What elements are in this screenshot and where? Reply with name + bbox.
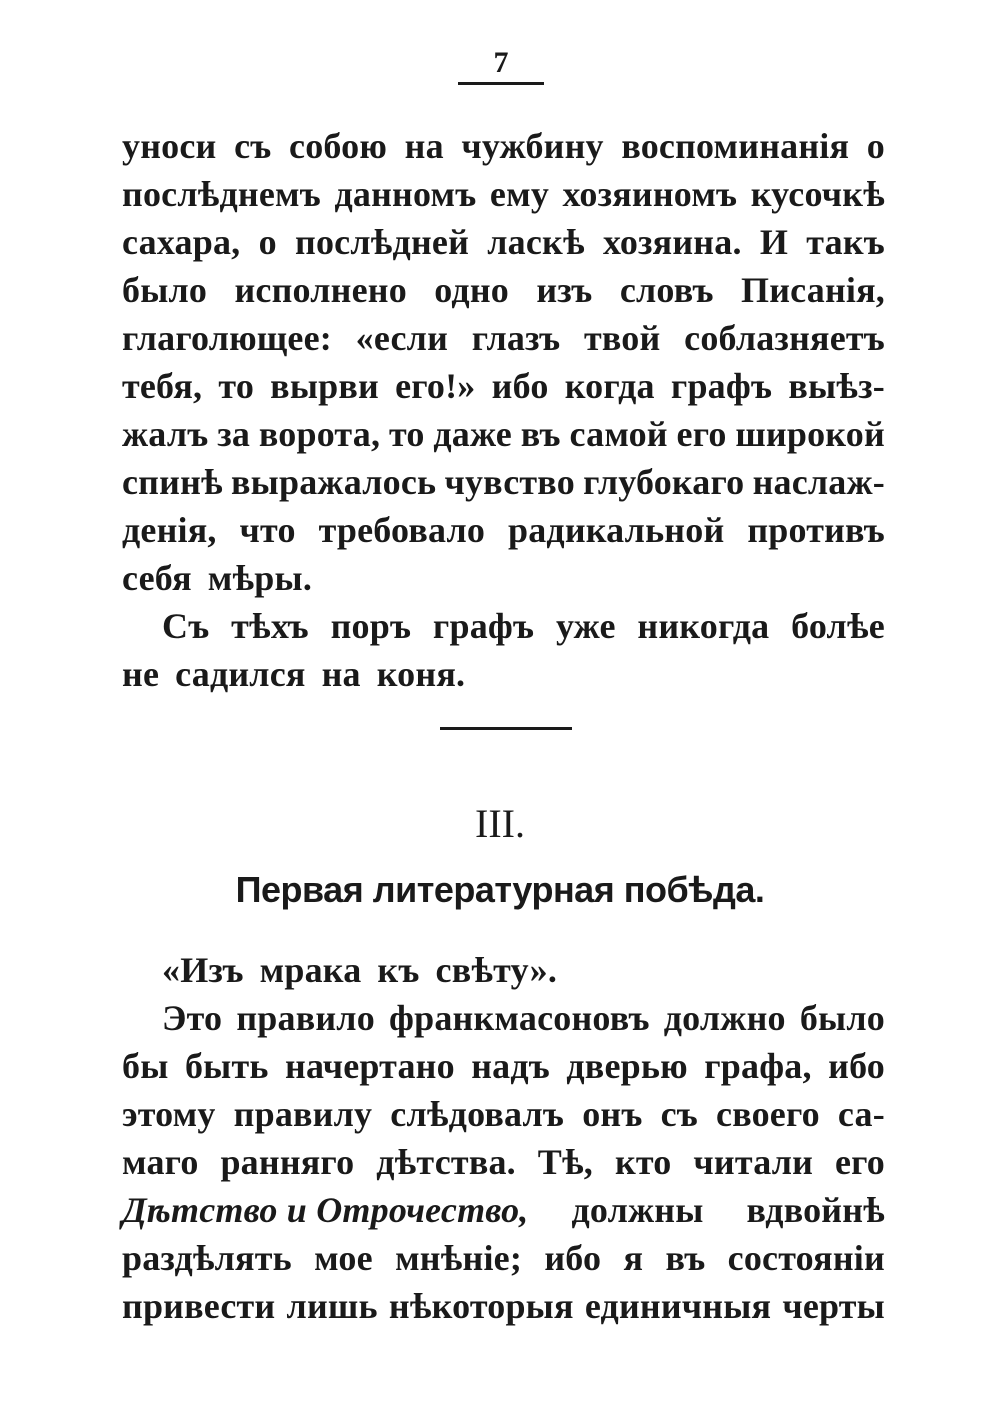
text-line: привести лишь нѣкоторыя единичныя черты [122,1286,885,1326]
text-line: жалъ за ворота, то даже въ самой его широкой [122,414,885,454]
text-line: Дѣтство и Отрочество, должны вдвойнѣ [122,1186,885,1234]
text-line: себя мѣры. [122,558,313,598]
text-line: спинѣ выражалось чувство глубокаго наслаж- [122,462,885,502]
text-line: сахара, о послѣдней ласкѣ хозяина. И такъ [122,222,885,262]
chapter-title: Первая литературная побѣда. [235,869,765,910]
text-line: денія, что требовало радикальной противъ [122,510,885,550]
text-line: Это правило франкмасоновъ должно было [162,998,885,1038]
text-line: глаголющее: «если глазъ твой соблазняетъ [122,318,885,358]
text-line: уноси съ собою на чужбину воспоминанія о [122,126,885,166]
text-line: было исполнено одно изъ словъ Писанія, [122,270,885,310]
text-line: Съ тѣхъ поръ графъ уже никогда болѣе [162,606,885,646]
text-block-bottom [122,946,885,1330]
book-title: Дѣтство и Отрочество, [122,1190,529,1230]
epigraph-line: «Изъ мрака къ свѣту». [162,950,558,990]
text-line: бы быть начертано надъ дверью графа, ибо [122,1046,885,1086]
text-line: маго ранняго дѣтства. Тѣ, кто читали его [122,1142,885,1182]
text-line: этому правилу слѣдовалъ онъ съ своего са- [122,1094,885,1134]
text-block-top [122,122,885,698]
page-number: 7 [458,46,544,85]
text-line: тебя, то вырви его!» ибо когда графъ выѣз- [122,366,885,406]
text-line: послѣднемъ данномъ ему хозяиномъ кусочкѣ [122,174,885,214]
chapter-number: III. [475,801,525,846]
section-divider [440,727,572,730]
text-line: не садился на коня. [122,654,466,694]
text-line: раздѣлять мое мнѣніе; ибо я въ состояніи [122,1238,885,1278]
